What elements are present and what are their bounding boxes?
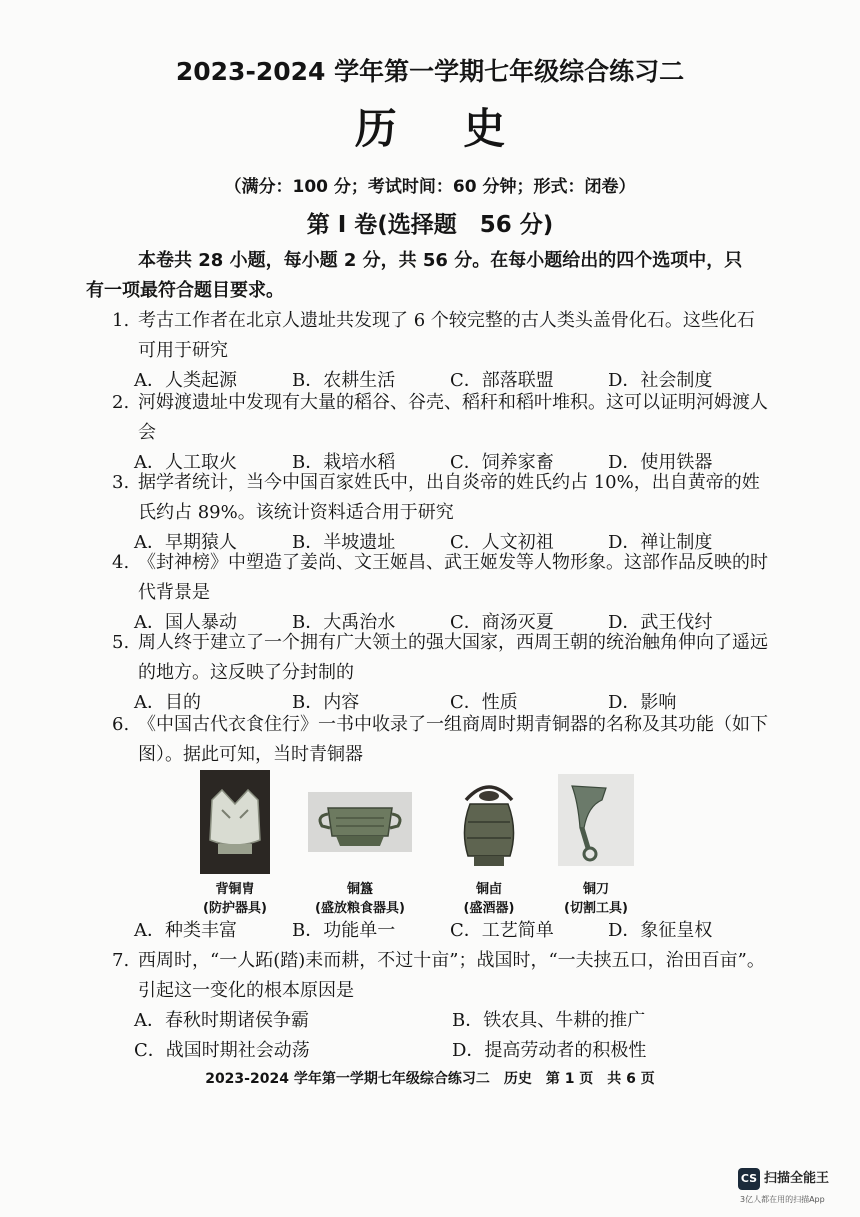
option-d: D．提高劳动者的积极性 bbox=[452, 1040, 647, 1061]
option-a: A．国人暴动 bbox=[134, 612, 237, 633]
figure-caption-use: (盛放粮食器具) bbox=[315, 901, 405, 916]
option-d: D．社会制度 bbox=[608, 370, 713, 391]
option-a: A．早期猿人 bbox=[134, 532, 237, 553]
question-1 bbox=[112, 306, 772, 396]
bronze-gui-vessel-icon bbox=[308, 770, 412, 874]
option-c: C．工艺简单 bbox=[450, 920, 554, 941]
question-stem: 考古工作者在北京人遗址共发现了 6 个较完整的古人类头盖骨化石。这些化石可用于研究 bbox=[138, 310, 755, 361]
figure-item-helmet bbox=[200, 770, 270, 916]
instructions-line-1: 本卷共 28 小题，每小题 2 分，共 56 分。在每小题给出的四个选项中，只 bbox=[138, 250, 743, 271]
question-6 bbox=[112, 710, 772, 770]
instructions bbox=[86, 246, 772, 306]
option-b: B．功能单一 bbox=[292, 920, 396, 941]
option-a: A．人工取火 bbox=[134, 452, 237, 473]
option-c: C．饲养家畜 bbox=[450, 452, 554, 473]
figure-caption-name: 背铜胄 bbox=[215, 882, 255, 897]
figure-item-you bbox=[452, 770, 526, 916]
option-a: A．春秋时期诸侯争霸 bbox=[134, 1010, 309, 1031]
exam-info: （满分：100 分；考试时间：60 分钟；形式：闭卷） bbox=[224, 177, 636, 197]
option-d: D．武王伐纣 bbox=[608, 612, 713, 633]
bronze-you-wine-vessel-icon bbox=[452, 770, 526, 874]
option-c: C．性质 bbox=[450, 692, 518, 713]
option-b: B．大禹治水 bbox=[292, 612, 396, 633]
question-3 bbox=[112, 468, 772, 558]
option-c: C．部落联盟 bbox=[450, 370, 554, 391]
option-a: A．人类起源 bbox=[134, 370, 237, 391]
option-d: D．禅让制度 bbox=[608, 532, 713, 553]
question-stem: 西周时，“一人跖(踏)耒而耕，不过十亩”；战国时，“一夫挟五口，治田百亩”。引起这一变化的根本原因是 bbox=[138, 950, 765, 1001]
question-4 bbox=[112, 548, 772, 638]
option-a: A．目的 bbox=[134, 692, 201, 713]
figure-caption-use: (盛酒器) bbox=[463, 901, 515, 916]
question-stem: 《封神榜》中塑造了姜尚、文王姬昌、武王姬发等人物形象。这部作品反映的时代背景是 bbox=[138, 552, 768, 603]
figure-item-gui bbox=[308, 770, 412, 916]
option-d: D．使用铁器 bbox=[608, 452, 713, 473]
question-number: 5. bbox=[112, 632, 130, 653]
question-number: 3. bbox=[112, 472, 130, 493]
option-d: D．影响 bbox=[608, 692, 677, 713]
question-6-options bbox=[112, 916, 772, 946]
section-title: 第 I 卷(选择题 56 分) bbox=[306, 212, 554, 238]
figure-caption-name: 铜簋 bbox=[346, 882, 373, 897]
question-number: 4. bbox=[112, 552, 130, 573]
camscanner-logo-icon: CS bbox=[738, 1168, 760, 1190]
option-a: A．种类丰富 bbox=[134, 920, 237, 941]
question-5 bbox=[112, 628, 772, 718]
bronze-helmet-icon bbox=[200, 770, 270, 874]
subject-title: 历 史 bbox=[354, 104, 532, 153]
question-stem: 据学者统计，当今中国百家姓氏中，出自炎帝的姓氏约占 10%，出自黄帝的姓氏约占 89%。该统计资料适合用于研究 bbox=[138, 472, 760, 523]
instructions-line-2: 有一项最符合题目要求。 bbox=[86, 280, 284, 301]
scanner-app-name: 扫描全能王 bbox=[764, 1171, 830, 1186]
option-c: C．战国时期社会动荡 bbox=[134, 1040, 310, 1061]
option-b: B．半坡遗址 bbox=[292, 532, 396, 553]
question-number: 7. bbox=[112, 950, 130, 971]
option-c: C．人文初祖 bbox=[450, 532, 554, 553]
question-7 bbox=[112, 946, 772, 1066]
question-stem: 周人终于建立了一个拥有广大领土的强大国家，西周王朝的统治触角伸向了遥远的地方。这反映了分封制的 bbox=[138, 632, 768, 683]
option-b: B．铁农具、牛耕的推广 bbox=[452, 1010, 646, 1031]
figure-caption-use: (切割工具) bbox=[564, 901, 628, 916]
scanner-watermark bbox=[738, 1166, 856, 1212]
question-number: 1. bbox=[112, 310, 130, 331]
bronze-figure bbox=[190, 770, 660, 916]
question-2 bbox=[112, 388, 772, 478]
option-d: D．象征皇权 bbox=[608, 920, 713, 941]
option-b: B．栽培水稻 bbox=[292, 452, 396, 473]
figure-item-knife bbox=[558, 770, 634, 916]
option-b: B．农耕生活 bbox=[292, 370, 396, 391]
page-footer: 2023-2024 学年第一学期七年级综合练习二 历史 第 1 页 共 6 页 bbox=[205, 1071, 655, 1087]
scanner-tagline: 3亿人都在用的扫描App bbox=[740, 1195, 825, 1204]
question-stem: 《中国古代衣食住行》一书中收录了一组商周时期青铜器的名称及其功能（如下图）。据此可知，当时青铜器 bbox=[138, 714, 768, 765]
question-number: 6. bbox=[112, 714, 130, 735]
figure-caption-use: (防护器具) bbox=[203, 901, 267, 916]
option-c: C．商汤灭夏 bbox=[450, 612, 554, 633]
option-b: B．内容 bbox=[292, 692, 360, 713]
exam-title: 2023-2024 学年第一学期七年级综合练习二 bbox=[175, 57, 685, 86]
figure-caption-name: 铜刀 bbox=[582, 882, 609, 897]
figure-caption-name: 铜卣 bbox=[475, 882, 502, 897]
bronze-knife-icon bbox=[558, 770, 634, 874]
question-number: 2. bbox=[112, 392, 130, 413]
question-stem: 河姆渡遗址中发现有大量的稻谷、谷壳、稻秆和稻叶堆积。这可以证明河姆渡人会 bbox=[138, 392, 768, 443]
